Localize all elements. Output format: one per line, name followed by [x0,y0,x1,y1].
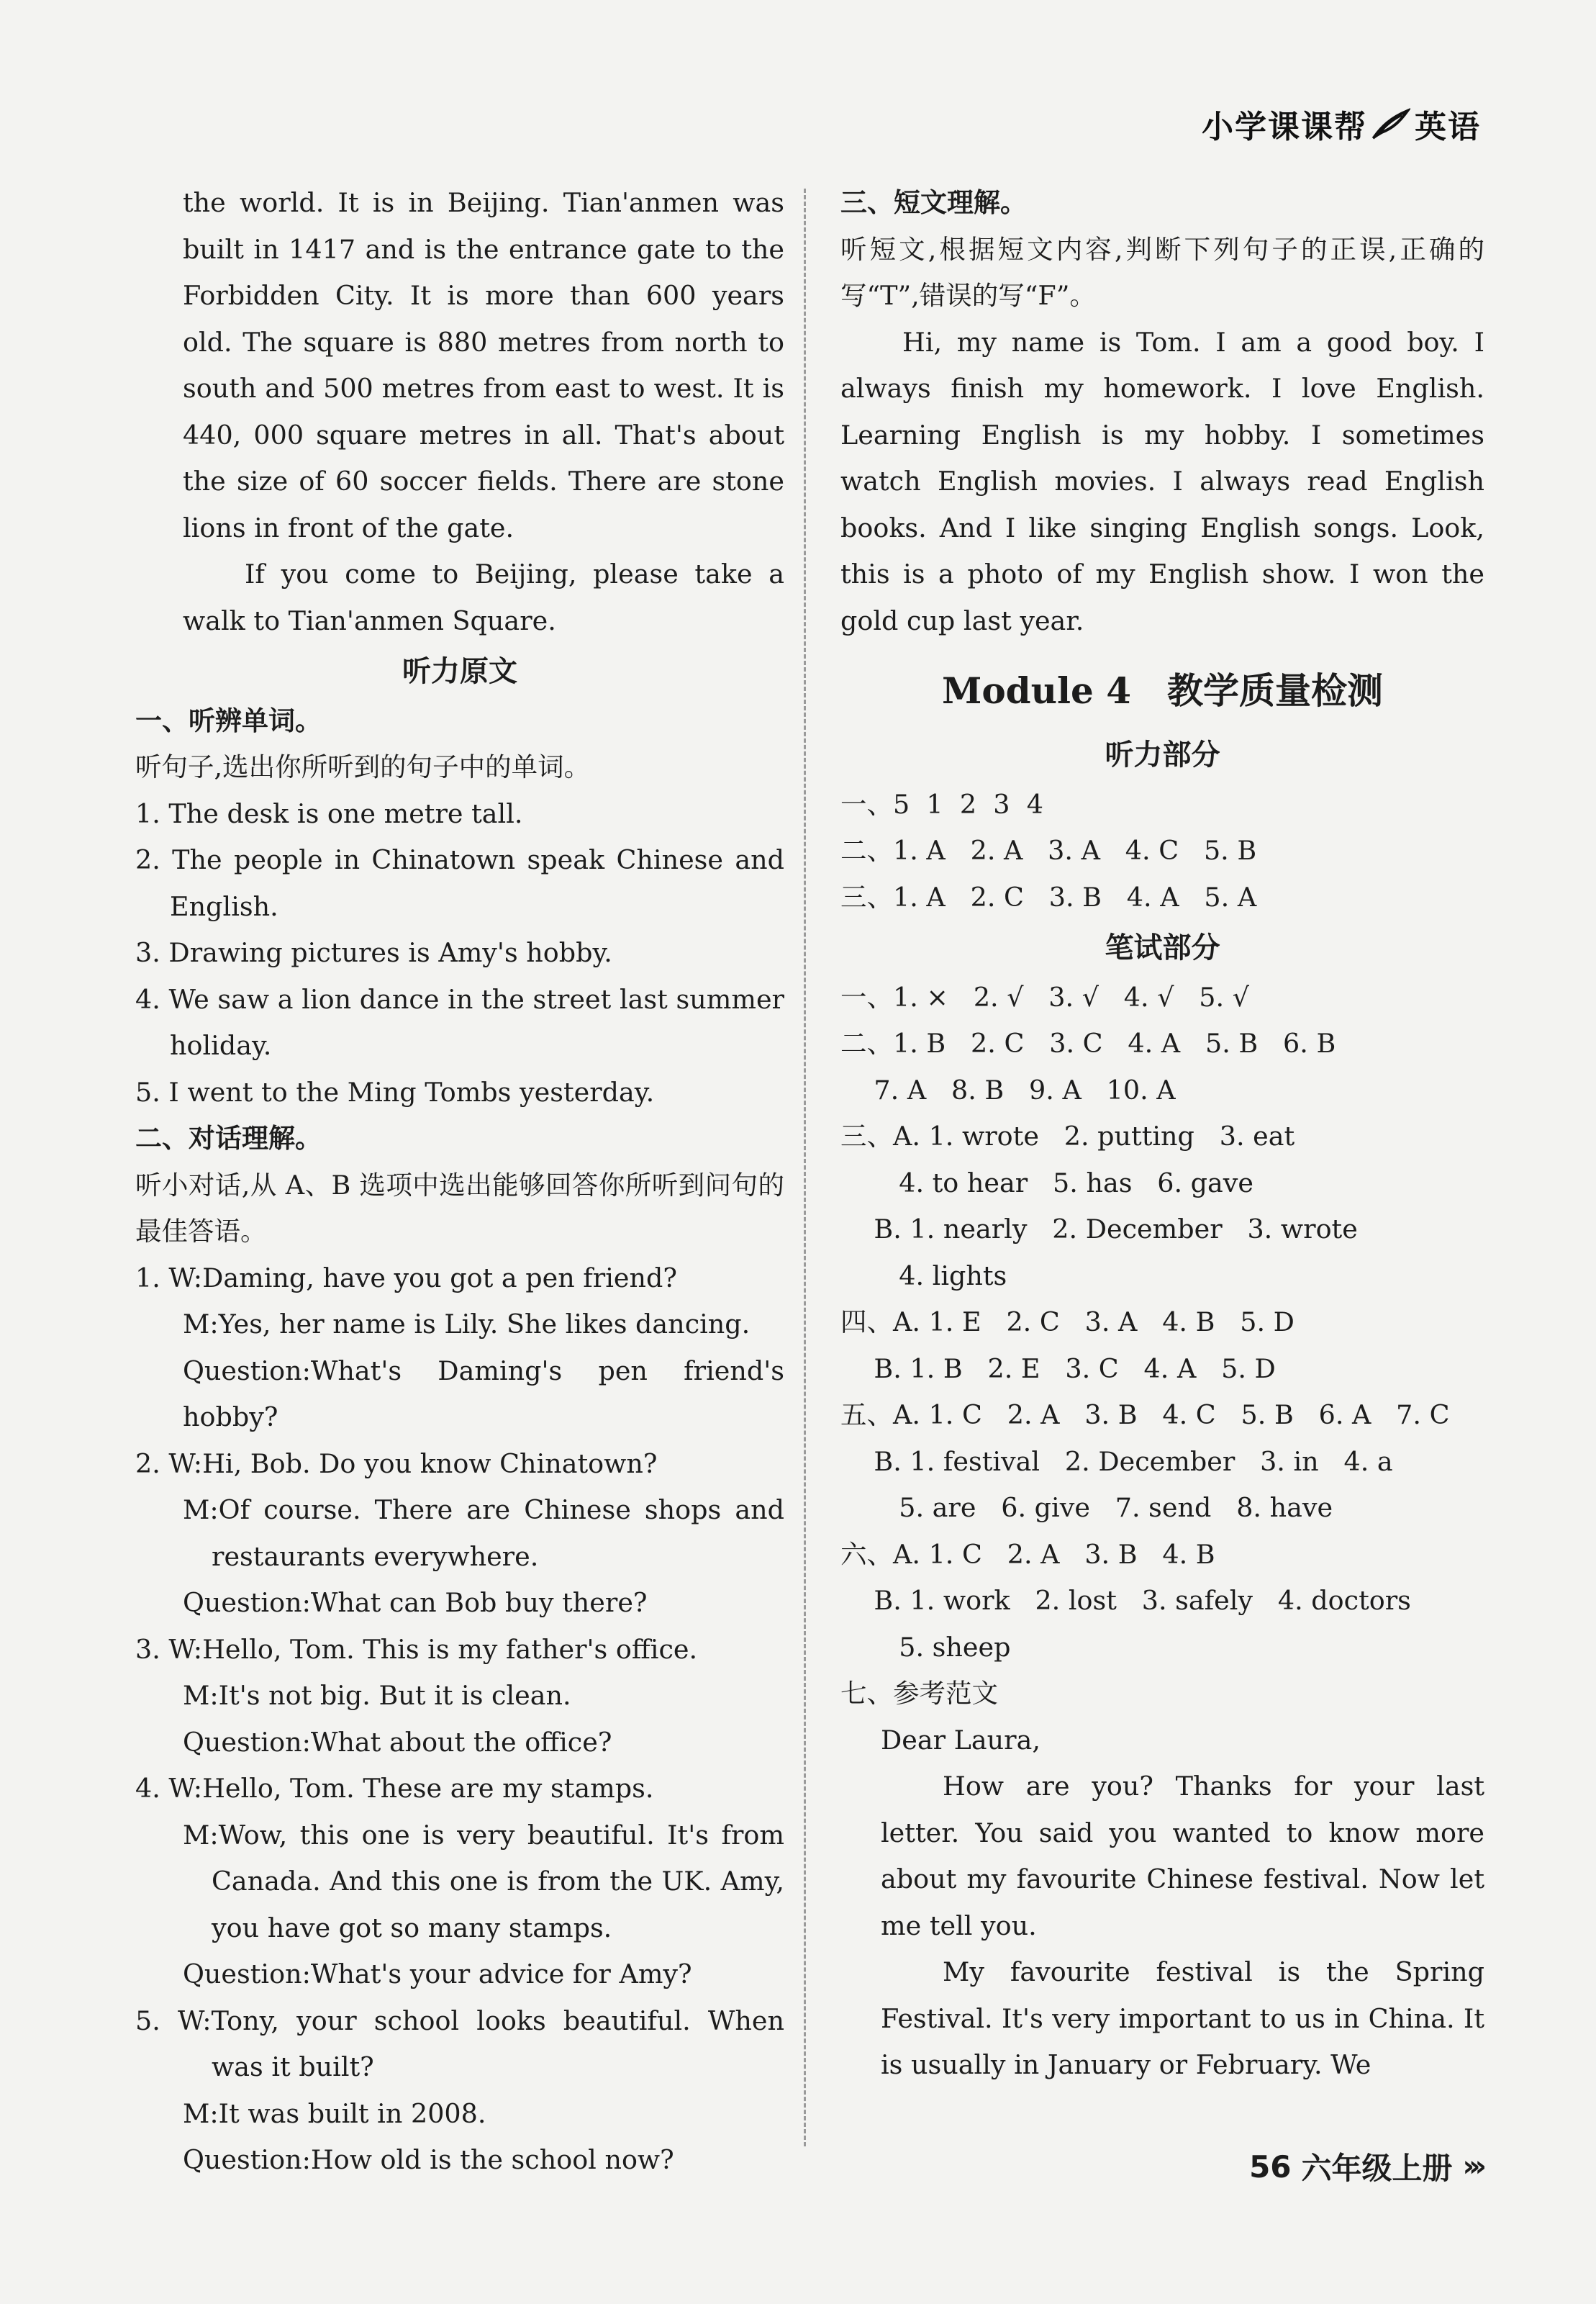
part3-passage: Hi, my name is Tom. I am a good boy. I always finish my homework. I love English. Learning English is my hobby. I sometimes watch English movies. I always read English books. And I like singing English songs. Look, this is a photo of my English show. I won the gold cup last year. [840,326,1484,636]
dialog-woman-line: 1. W:Daming, have you got a pen friend? [135,1262,677,1293]
dialog-man-line: M:Yes, her name is Lily. She likes dancing. [183,1309,751,1340]
essay-paragraph: How are you? Thanks for your last letter. You said you wanted to know more about my favourite Chinese festival. Now let me tell you. [881,1771,1484,1941]
column-divider [804,189,806,2146]
answer-line: 四、A. 1. E 2. C 3. A 4. B 5. D [840,1306,1295,1337]
answer-line: 4. to hear 5. has 6. gave [840,1167,1254,1198]
book-series-title: 小学课课帮 [1202,109,1367,145]
module-number: Module 4 [941,669,1131,712]
left-column [135,180,784,2184]
answer-line: 五、A. 1. C 2. A 3. B 4. C 5. B 6. A 7. C [840,1399,1450,1430]
header-brand [1202,101,1481,147]
page-footer [1249,2145,1481,2188]
listening-script-title: 听力原文 [402,655,517,688]
module-title [840,666,1484,716]
subject-label: 英语 [1415,109,1481,145]
part3-instruction: 听短文,根据短文内容,判断下列句子的正误,正确的写“T”,错误的写“F”。 [840,233,1484,311]
writing-section-title: 笔试部分 [1105,931,1220,964]
answer-line: 5. sheep [840,1631,1011,1663]
answer-line: 7. A 8. B 9. A 10. A [840,1074,1176,1106]
answer-line: 三、1. A 2. C 3. B 4. A 5. A [840,881,1257,913]
dialog-woman-line: 3. W:Hello, Tom. This is my father's office. [135,1633,698,1665]
dialog-question: Question:What can Bob buy there? [183,1587,648,1618]
dialog-question: Question:What's your advice for Amy? [183,1959,692,1989]
dialog-woman-line: 2. W:Hi, Bob. Do you know Chinatown? [135,1447,658,1479]
dialog-question: Question:What's Daming's pen friend's hobby? [183,1355,784,1432]
answer-line: 二、1. A 2. A 3. A 4. C 5. B [840,835,1257,866]
part1-item: 4. We saw a lion dance in the street last summer holiday. [135,983,784,1061]
part1-item: 5. I went to the Ming Tombs yesterday. [135,1076,655,1108]
dialog-question: Question:What about the office? [183,1726,612,1758]
part3-heading: 三、短文理解。 [840,187,1027,218]
part1-item: 1. The desk is one metre tall. [135,798,523,829]
module-subtitle: 教学质量检测 [1167,670,1383,712]
essay-paragraph: My favourite festival is the Spring Festival. It's very important to us in China. It is usually in January or February. We [881,1956,1484,2080]
chevron-right-icon: ››› [1462,2150,1481,2183]
answer-line: B. 1. work 2. lost 3. safely 4. doctors [840,1585,1411,1616]
answer-line: 5. are 6. give 7. send 8. have [840,1492,1333,1523]
feather-logo-icon [1371,108,1410,140]
dialog-man-line: M:It was built in 2008. [183,2097,486,2129]
passage-paragraph-2: If you come to Beijing, please take a walk to Tian'anmen Square. [183,559,784,636]
part1-heading: 一、听辨单词。 [135,705,322,736]
part1-item: 2. The people in Chinatown speak Chinese and English. [135,844,784,922]
dialog-question: Question:How old is the school now? [183,2144,674,2175]
passage-paragraph-1: the world. It is in Beijing. Tian'anmen was built in 1417 and is the entrance gate to the Forbidden City. It is more than 600 years old. The square is 880 metres from north to south and 500 metres from east to west. It is 440, 000 square metres in all. That's about the size of 60 soccer fields. There are stone lions in front of the gate. [183,187,784,543]
page-number: 56 [1249,2149,1292,2185]
right-column [840,180,1484,2089]
answer-line: 二、1. B 2. C 3. C 4. A 5. B 6. B [840,1028,1336,1059]
answer-line: B. 1. B 2. E 3. C 4. A 5. D [840,1352,1276,1384]
part1-instruction: 听句子,选出你所听到的句子中的单词。 [135,751,591,782]
answer-line: 一、5 1 2 3 4 [840,788,1043,820]
part2-instruction: 听小对话,从 A、B 选项中选出能够回答你所听到问句的最佳答语。 [135,1169,784,1247]
answer-line: 三、A. 1. wrote 2. putting 3. eat [840,1121,1295,1152]
answer-line: B. 1. nearly 2. December 3. wrote [840,1214,1358,1244]
listening-section-title: 听力部分 [1105,738,1220,772]
answer-line: 一、1. × 2. √ 3. √ 4. √ 5. √ [840,981,1249,1013]
essay-salutation: Dear Laura, [881,1724,1040,1756]
dialog-woman-line: 5. W:Tony, your school looks beautiful. When was it built? [135,2005,784,2082]
grade-label: 六年级上册 [1301,2151,1453,2186]
answer-line: 4. lights [840,1260,1007,1291]
dialog-man-line: M:Wow, this one is very beautiful. It's from Canada. And this one is from the UK. Amy, you have got so many stamps. [183,1819,784,1943]
dialog-woman-line: 4. W:Hello, Tom. These are my stamps. [135,1773,654,1804]
part2-heading: 二、对话理解。 [135,1123,322,1154]
dialog-man-line: M:Of course. There are Chinese shops and restaurants everywhere. [183,1494,784,1572]
part1-item: 3. Drawing pictures is Amy's hobby. [135,937,612,968]
essay-heading: 七、参考范文 [840,1678,998,1709]
dialog-man-line: M:It's not big. But it is clean. [183,1680,571,1711]
answer-line: 六、A. 1. C 2. A 3. B 4. B [840,1538,1215,1570]
answer-line: B. 1. festival 2. December 3. in 4. a [840,1445,1393,1477]
